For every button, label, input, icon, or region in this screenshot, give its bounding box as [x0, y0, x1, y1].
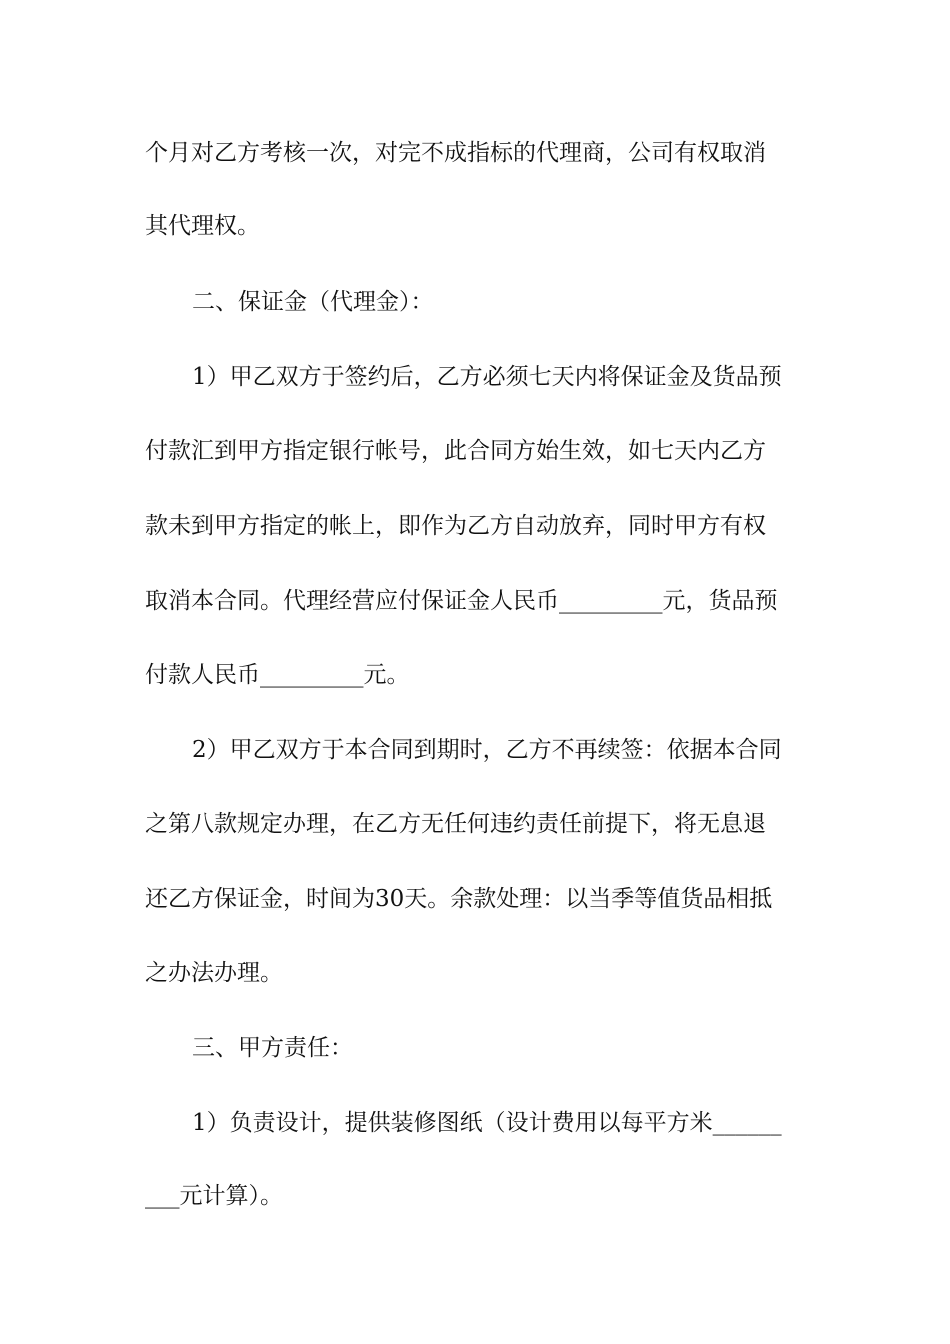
paragraph-line: 2）甲乙双方于本合同到期时，乙方不再续签：依据本合同 — [192, 737, 782, 763]
paragraph-line: 个月对乙方考核一次，对完不成指标的代理商，公司有权取消 — [145, 140, 766, 166]
paragraph-line: 之办法办理。 — [145, 960, 283, 986]
paragraph-line: 其代理权。 — [145, 213, 260, 239]
paragraph-line: 之第八款规定办理，在乙方无任何违约责任前提下，将无息退 — [145, 811, 766, 837]
paragraph-line: 1）负责设计，提供装修图纸（设计费用以每平方米______ — [192, 1110, 782, 1136]
paragraph-line: 还乙方保证金，时间为30天。余款处理：以当季等值货品相抵 — [145, 886, 773, 912]
paragraph-line: 取消本合同。代理经营应付保证金人民币_________元，货品预 — [145, 588, 778, 614]
paragraph-line: 付款汇到甲方指定银行帐号，此合同方始生效，如七天内乙方 — [145, 438, 766, 464]
paragraph-line: ___元计算）。 — [145, 1183, 283, 1209]
section-heading: 三、甲方责任： — [192, 1035, 353, 1061]
paragraph-line: 付款人民币_________元。 — [145, 662, 410, 688]
paragraph-line: 1）甲乙双方于签约后，乙方必须七天内将保证金及货品预 — [192, 364, 782, 390]
section-heading: 二、保证金（代理金）： — [192, 289, 434, 315]
paragraph-line: 款未到甲方指定的帐上，即作为乙方自动放弃，同时甲方有权 — [145, 513, 766, 539]
